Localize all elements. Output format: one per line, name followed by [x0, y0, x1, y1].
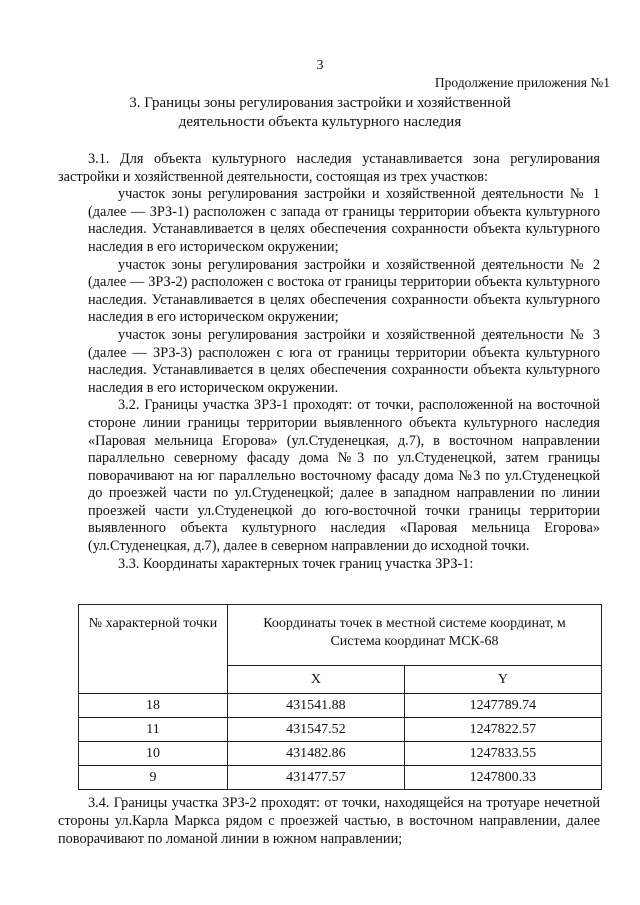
section-title-line-2: деятельности объекта культурного наследия [178, 114, 462, 130]
cell-x: 431541.88 [228, 694, 405, 718]
header-coordinates-line-2: Система координат МСК-68 [330, 634, 499, 649]
cell-point: 11 [79, 718, 228, 742]
paragraph-zrz-3: участок зоны регулирования застройки и хозяйственной деятельности № 3 (далее — ЗРЗ-3) расположен с юга от границы территории объекта культурного наследия. Устанавливается в целях обеспечения сохранности объекта культурного наследия в его историческом окружении. [88, 326, 600, 396]
header-x: X [228, 666, 405, 694]
cell-x: 431477.57 [228, 766, 405, 790]
appendix-continuation-note: Продолжение приложения №1 [434, 75, 610, 90]
header-point-number: № характерной точки [79, 605, 228, 694]
cell-point: 10 [79, 742, 228, 766]
header-coordinates-line-1: Координаты точек в местной системе координат, м [263, 616, 566, 631]
paragraph-3-1: 3.1. Для объекта культурного наследия устанавливается зона регулирования застройки и хозяйственной деятельности, состоящая из трех участков: [58, 151, 600, 185]
cell-y: 1247822.57 [404, 718, 601, 742]
paragraph-3-4: 3.4. Границы участка ЗРЗ-2 проходят: от точки, находящейся на тротуаре нечетной стороны ул.Карла Маркса рядом с проезжей частью, в восточном направлении, далее поворачивают по ломаной линии в южном направлении; [58, 795, 600, 847]
paragraph-zrz-1: участок зоны регулирования застройки и хозяйственной деятельности № 1 (далее — ЗРЗ-1) расположен с запада от границы территории объекта культурного наследия. Устанавливается в целях обеспечения сохранности объекта культурного наследия в его историческом окружении; [88, 186, 600, 255]
cell-y: 1247800.33 [404, 766, 601, 790]
table-row [79, 766, 602, 790]
paragraph-3-3: 3.3. Координаты характерных точек границ участка ЗРЗ-1: [118, 555, 474, 572]
section-body-continued [58, 794, 600, 848]
cell-point: 9 [79, 766, 228, 790]
table-row [79, 742, 602, 766]
paragraph-zrz-2: участок зоны регулирования застройки и хозяйственной деятельности № 2 (далее — ЗРЗ-2) расположен с востока от границы территории объекта культурного наследия. Устанавливается в целях обеспечения сохранности объекта культурного наследия в его историческом окружении; [88, 256, 600, 326]
header-coordinates [228, 605, 602, 666]
section-title-line-1: 3. Границы зоны регулирования застройки и хозяйственной [129, 95, 511, 111]
cell-point: 18 [79, 694, 228, 718]
cell-y: 1247833.55 [404, 742, 601, 766]
page-number: 3 [316, 58, 324, 73]
coordinates-table [78, 604, 602, 790]
section-body [58, 151, 600, 573]
table-row [79, 718, 602, 742]
cell-x: 431547.52 [228, 718, 405, 742]
table-row [79, 694, 602, 718]
paragraph-3-2: 3.2. Границы участка ЗРЗ-1 проходят: от точки, расположенной на восточной стороне линии границы территории выявленного объекта культурного наследия «Паровая мельница Егорова» (ул.Студенецкая, д.7), в восточном направлении параллельно северному фасаду дома №3 по ул.Студенецкой, затем границы поворачивают на юг параллельно восточному фасаду дома №3 по ул.Студенецкой до проезжей части по ул.Студенецкой; далее в западном направлении по линии проезжей части ул.Студенецкой до юго-восточной точки границы территории выявленного объекта культурного наследия «Паровая мельница Егорова» (ул.Студенецкая, д.7), далее в северном направлении до исходной точки. [88, 397, 600, 555]
cell-y: 1247789.74 [404, 694, 601, 718]
cell-x: 431482.86 [228, 742, 405, 766]
header-y: Y [404, 666, 601, 694]
